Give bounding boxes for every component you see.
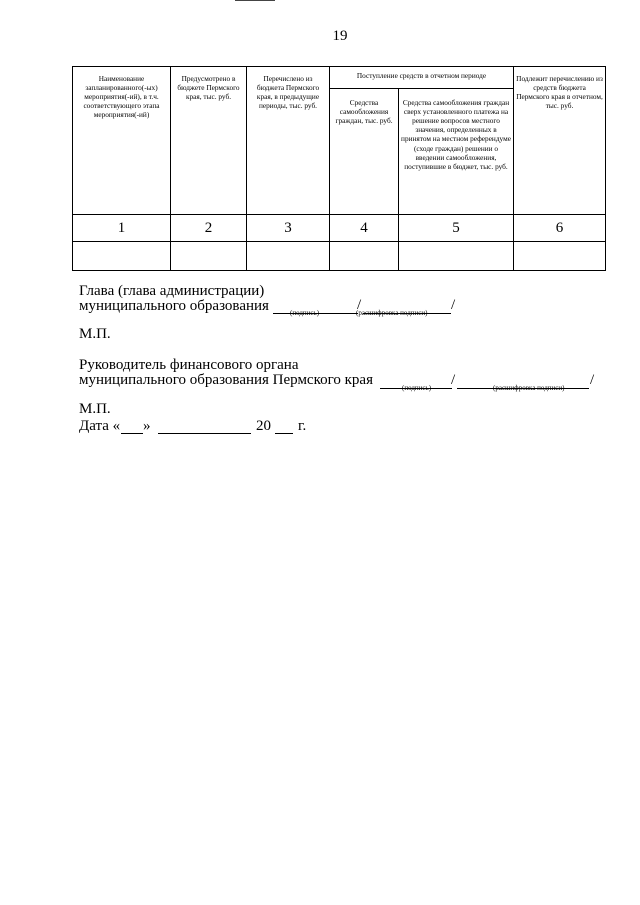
finance-title-line1: Руководитель финансового органа <box>79 357 299 373</box>
header-self-taxation: Средства самообложения граждан, тыс. руб. <box>330 89 399 215</box>
date-year-prefix: 20 <box>256 418 271 434</box>
column-number-2: 2 <box>171 215 247 242</box>
column-number-4: 4 <box>330 215 399 242</box>
finance-title-line2: муниципального образования Пермского края <box>79 372 373 388</box>
separator-slash: / <box>590 372 595 388</box>
head-decoding-caption: (расшифровка подписи) <box>356 309 428 317</box>
header-transferred-previous: Перечислено из бюджета Пермского края, в предыдущие периоды, тыс. руб. <box>247 67 330 215</box>
date-close-quote: » <box>143 418 151 434</box>
date-day-field[interactable] <box>121 433 143 434</box>
separator-slash: / <box>357 297 362 313</box>
header-due-transfer: Подлежит перечислению из средств бюджета Пермского края в отчетном, тыс. руб. <box>514 67 606 215</box>
header-activity-name: Наименование запланированного(-ых) мероприятия(-ий), в т.ч. соответствующего этапа мероприятия(-ий) <box>73 67 171 215</box>
report-table <box>72 66 606 271</box>
head-title-line2: муниципального образования <box>79 298 269 314</box>
finance-signature-caption: (подпись) <box>402 384 432 392</box>
date-month-field[interactable] <box>158 433 251 434</box>
page-number: 19 <box>332 28 348 44</box>
empty-cell[interactable] <box>247 242 330 271</box>
date-label: Дата « <box>79 418 121 434</box>
head-title-line1: Глава (глава администрации) <box>79 283 265 299</box>
empty-cell[interactable] <box>514 242 606 271</box>
column-number-5: 5 <box>399 215 514 242</box>
column-number-6: 6 <box>514 215 606 242</box>
header-receipts-group: Поступление средств в отчетном периоде <box>330 67 514 89</box>
header-self-taxation-extra: Средства самообложения граждан сверх установленного платежа на решение вопросов местного значения, определенных в принятом на местном референдуме (сходе граждан) решении о введении самообложения, поступившие в бюджет, тыс. руб. <box>399 89 514 215</box>
top-edge-rule <box>235 0 275 1</box>
finance-decoding-caption: (расшифровка подписи) <box>493 384 565 392</box>
separator-slash: / <box>451 297 456 313</box>
header-budget-planned: Предусмотрено в бюджете Пермского края, тыс. руб. <box>171 67 247 215</box>
date-year-suffix: г. <box>298 418 307 434</box>
column-number-3: 3 <box>247 215 330 242</box>
head-signature-caption: (подпись) <box>290 309 320 317</box>
stamp-label: М.П. <box>79 326 111 342</box>
separator-slash: / <box>451 372 456 388</box>
empty-cell[interactable] <box>73 242 171 271</box>
column-number-1: 1 <box>73 215 171 242</box>
empty-cell[interactable] <box>330 242 399 271</box>
empty-cell[interactable] <box>399 242 514 271</box>
empty-cell[interactable] <box>171 242 247 271</box>
stamp-label: М.П. <box>79 401 111 417</box>
date-year-field[interactable] <box>275 433 293 434</box>
